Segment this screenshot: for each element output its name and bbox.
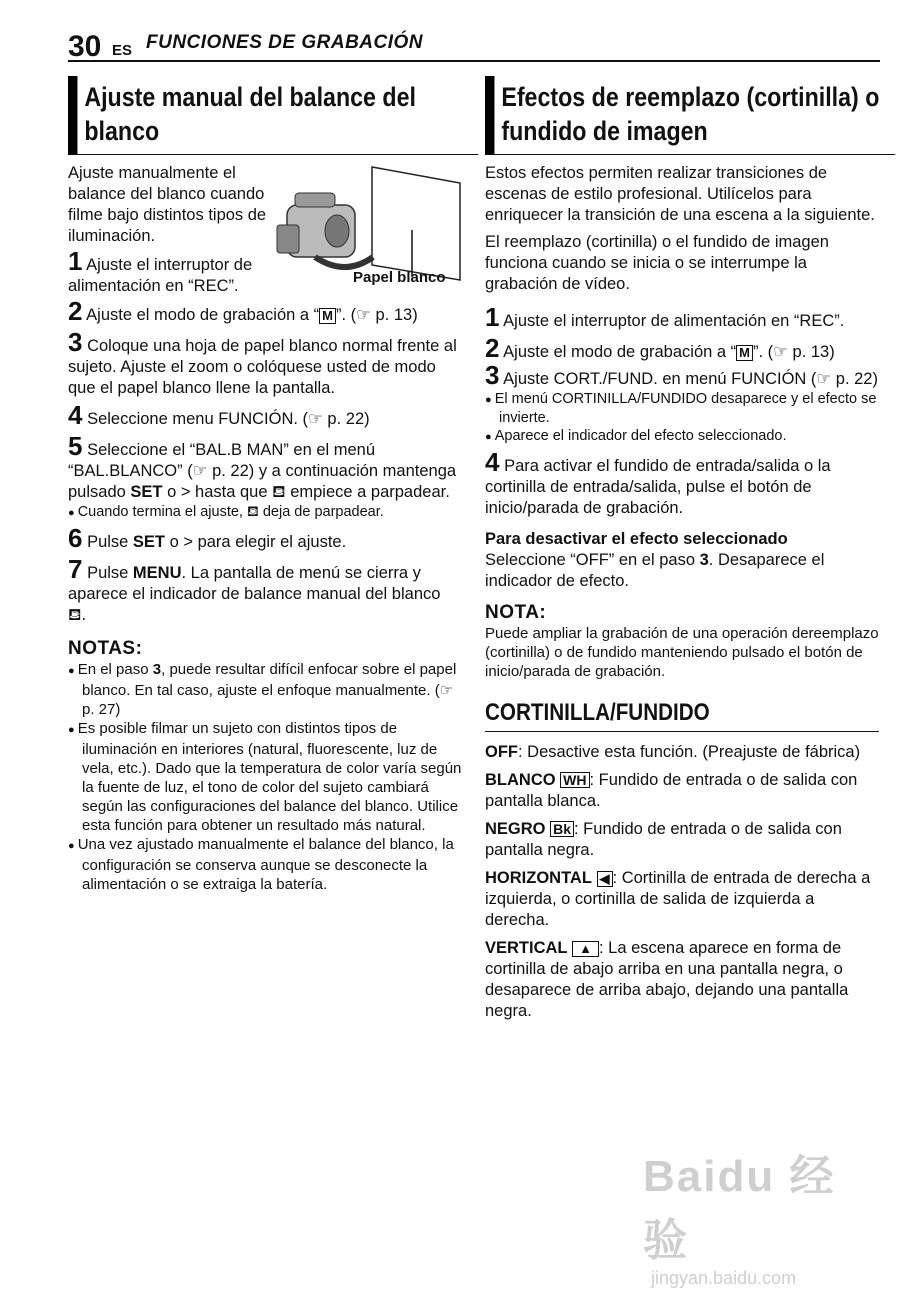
notes-heading: NOTAS: — [68, 638, 143, 659]
black-fade-icon: Bk — [550, 821, 574, 837]
white-fade-icon: WH — [560, 772, 589, 788]
step-5: 5 Seleccione el “BAL.B MAN” en el menú “BAL.BLANCO” (☞ p. 22) y a continuación mantenga pulsado SET o > hasta que ⛾ empiece a parpadear. — [68, 431, 457, 501]
option-horizontal: HORIZONTAL ◀ : Cortinilla de entrada de derecha a izquierda, o cortinilla de salida de izquierda a derecha. — [485, 869, 871, 929]
intro-paragraph-1: Estos efectos permiten realizar transiciones de escenas de estilo profesional. Utilícelos para enriquecer la transición de una escena a la siguiente. — [485, 164, 875, 224]
step-3: 3 Coloque una hoja de papel blanco normal frente al sujeto. Ajuste el zoom o colóquese usted de modo que el papel blanco llene la pantalla. — [68, 327, 457, 397]
watermark-url: jingyan.baidu.com — [651, 1268, 797, 1288]
note-3: ● Una vez ajustado manualmente el balance del blanco, la configuración se conserva aunque se desconecte la alimentación o se extraiga la batería. — [68, 835, 463, 894]
step-6: 6 Pulse SET o > para elegir el ajuste. — [68, 523, 347, 553]
right-step-3: 3 Ajuste CORT./FUND. en menú FUNCIÓN (☞ p. 22) — [485, 360, 878, 390]
left-heading: Ajuste manual del balance del blanco — [68, 76, 478, 155]
option-vertical: VERTICAL ▲ : La escena aparece en forma de cortinilla de abajo arriba en una pantalla negra, o desaparece de arriba abajo, dejando una pantalla negra. — [485, 939, 849, 1020]
white-balance-icon: ⛾ — [68, 606, 82, 624]
bullet-step-5: ● Cuando termina el ajuste, ⛾ deja de parpadear. — [68, 503, 463, 522]
right-bullet-1: ● El menú CORTINILLA/FUNDIDO desaparece y el efecto se invierte. — [485, 390, 880, 427]
manual-mode-icon: M — [736, 345, 753, 361]
right-bullet-2: ● Aparece el indicador del efecto seleccionado. — [485, 427, 880, 446]
option-negro: NEGRO Bk : Fundido de entrada o de salida con pantalla negra. — [485, 820, 842, 859]
right-column — [485, 76, 880, 1022]
step-7: 7 Pulse MENU. La pantalla de menú se cierra y aparece el indicador de balance manual del blanco ⛾. — [68, 554, 441, 624]
nota-heading: NOTA: — [485, 602, 547, 623]
step-2: 2 Ajuste el modo de grabación a “ M ”. (☞ p. 13) — [68, 296, 418, 326]
camcorder-icon — [277, 193, 373, 267]
intro-block — [68, 163, 463, 295]
right-step-1: 1 Ajuste el interruptor de alimentación en “REC”. — [485, 302, 845, 332]
white-balance-icon: ⛾ — [246, 504, 259, 520]
page-number: 30 — [68, 30, 102, 63]
left-column — [68, 76, 463, 894]
intro-paragraph-2: El reemplazo (cortinilla) o el fundido de imagen funciona cuando se inicia o se interrumpe la grabación de vídeo. — [485, 233, 829, 293]
option-off: OFF: Desactive esta función. (Preajuste de fábrica) — [485, 743, 861, 761]
figure-label: Papel blanco — [353, 269, 446, 286]
right-step-4: 4 Para activar el fundido de entrada/salida o la cortinilla de entrada/salida, pulse el botón de inicio/parada de grabación. — [485, 447, 831, 517]
deactivate-block: Para desactivar el efecto seleccionado Seleccione “OFF” en el paso 3. Desaparece el indicador de efecto. — [485, 530, 825, 590]
right-heading: Efectos de reemplazo (cortinilla) o fundido de imagen — [485, 76, 895, 155]
intro-text: Ajuste manualmente el balance del blanco cuando filme bajo distintos tipos de iluminación. — [68, 164, 267, 245]
step-4: 4 Seleccione menu FUNCIÓN. (☞ p. 22) — [68, 400, 370, 430]
note-1: ● En el paso 3, puede resultar difícil enfocar sobre el papel blanco. En tal caso, ajuste el enfoque manualmente. (☞ p. 27) — [68, 660, 463, 719]
right-step-2: 2 Ajuste el modo de grabación a “ M ”. (☞ p. 13) — [485, 333, 835, 363]
option-blanco: BLANCO WH : Fundido de entrada o de salida con pantalla blanca. — [485, 771, 858, 810]
watermark-brand: Baidu 经验 — [643, 1152, 836, 1265]
step-1: 1 Ajuste el interruptor de alimentación en “REC”. — [68, 246, 253, 295]
cortinilla-section-heading: CORTINILLA/FUNDIDO — [485, 699, 879, 732]
note-2: ● Es posible filmar un sujeto con distintos tipos de iluminación en interiores (natural, fluorescente, luz de vela, etc.). Dado que la temperatura de color varía según la fuente de luz, el tono de color del sujeto cambiará según las configuraciones del balance del blanco. Utilice esta función para obtener un resultado más natural. — [68, 719, 463, 835]
language-code: ES — [112, 42, 133, 59]
vertical-wipe-icon: ▲ — [572, 941, 599, 957]
section-title: FUNCIONES DE GRABACIÓN — [146, 32, 424, 53]
deactivate-heading: Para desactivar el efecto seleccionado — [485, 530, 788, 548]
horizontal-wipe-icon: ◀ — [597, 871, 613, 887]
white-balance-icon: ⛾ — [272, 483, 286, 501]
nota-text: Puede ampliar la grabación de una operación dereemplazo (cortinilla) o de fundido manteniendo pulsado el botón de inicio/parada de grabación. — [485, 625, 879, 680]
page-header — [68, 28, 880, 62]
baidu-watermark — [643, 1140, 863, 1289]
white-paper-shape — [372, 167, 460, 280]
manual-mode-icon: M — [319, 308, 336, 324]
